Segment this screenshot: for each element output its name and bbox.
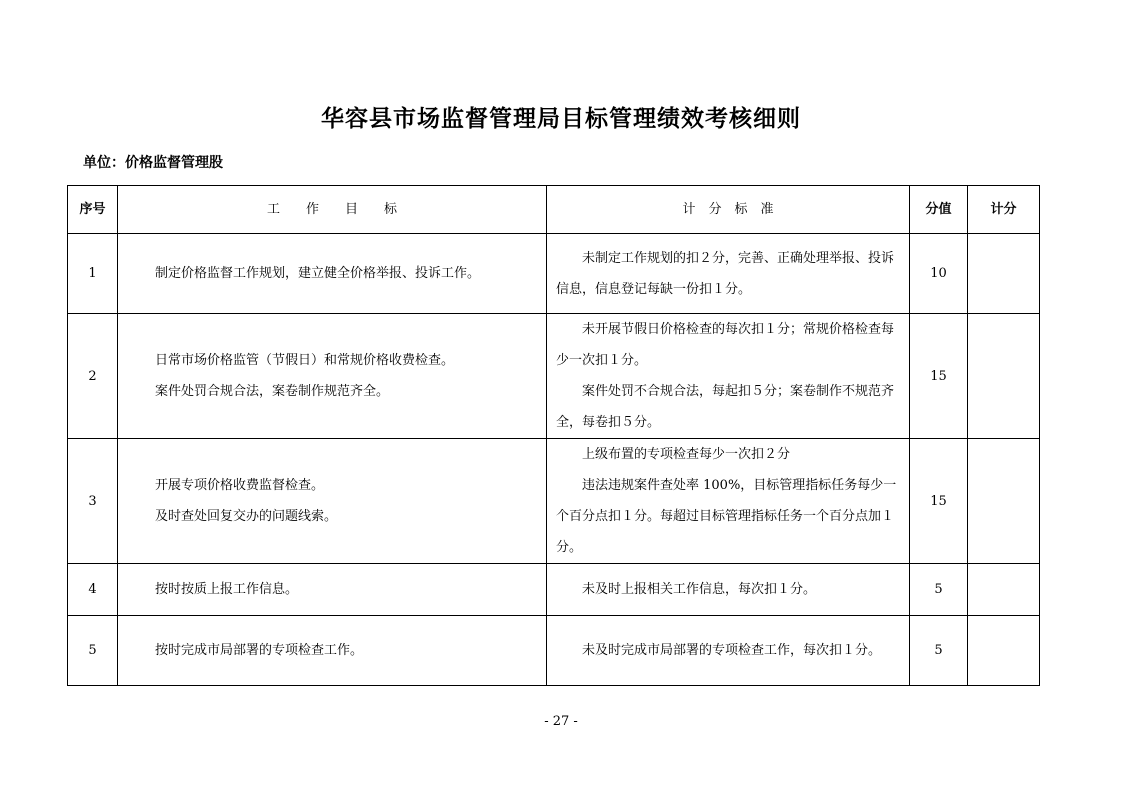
criteria-text: 违法违规案件查处率 100%，目标管理指标任务每少一个百分点扣１分。每超过目标管理指标任务一个百分点加１分。 xyxy=(556,478,897,555)
value-cell: 5 xyxy=(910,616,968,686)
criteria-cell xyxy=(547,314,910,439)
goal-cell xyxy=(118,564,547,616)
goal-text: 案件处罚合规合法，案卷制作规范齐全。 xyxy=(155,384,390,399)
criteria-cell xyxy=(547,616,910,686)
row-number: 1 xyxy=(68,234,118,314)
value-cell: 10 xyxy=(910,234,968,314)
criteria-text: 案件处罚不合规合法，每起扣５分；案卷制作不规范齐全，每卷扣５分。 xyxy=(556,384,895,430)
goal-text: 日常市场价格监管（节假日）和常规价格收费检查。 xyxy=(155,353,455,368)
table-row xyxy=(68,234,1040,314)
criteria-cell xyxy=(547,234,910,314)
score-cell[interactable] xyxy=(968,234,1040,314)
score-cell[interactable] xyxy=(968,314,1040,439)
header-goal: 工 作 目 标 xyxy=(118,186,547,234)
unit-label: 单位：价格监督管理股 xyxy=(83,155,223,171)
score-cell[interactable] xyxy=(968,616,1040,686)
table-row xyxy=(68,616,1040,686)
goal-cell xyxy=(118,439,547,564)
row-number: 5 xyxy=(68,616,118,686)
header-score: 计分 xyxy=(968,186,1040,234)
goal-cell xyxy=(118,234,547,314)
row-number: 3 xyxy=(68,439,118,564)
table-row xyxy=(68,439,1040,564)
table-row xyxy=(68,314,1040,439)
goal-cell xyxy=(118,616,547,686)
value-cell: 15 xyxy=(910,439,968,564)
row-number: 2 xyxy=(68,314,118,439)
goal-cell xyxy=(118,314,547,439)
assessment-table xyxy=(67,185,1040,686)
value-cell: 5 xyxy=(910,564,968,616)
goal-text: 按时完成市局部署的专项检查工作。 xyxy=(155,643,364,658)
row-number: 4 xyxy=(68,564,118,616)
goal-text: 及时查处回复交办的问题线索。 xyxy=(155,509,338,524)
score-cell[interactable] xyxy=(968,564,1040,616)
header-no: 序号 xyxy=(68,186,118,234)
criteria-text: 未制定工作规划的扣２分，完善、正确处理举报、投诉信息，信息登记每缺一份扣１分。 xyxy=(556,250,895,297)
goal-text: 制定价格监督工作规划，建立健全价格举报、投诉工作。 xyxy=(155,266,481,281)
criteria-text: 未及时上报相关工作信息，每次扣１分。 xyxy=(582,582,817,597)
goal-text: 按时按质上报工作信息。 xyxy=(155,582,299,597)
header-criteria: 计 分 标 准 xyxy=(547,186,910,234)
criteria-text: 未及时完成市局部署的专项检查工作，每次扣１分。 xyxy=(582,643,882,658)
value-cell: 15 xyxy=(910,314,968,439)
table-header-row xyxy=(68,186,1040,234)
page-number: - 27 - xyxy=(544,714,578,729)
criteria-cell xyxy=(547,439,910,564)
goal-text: 开展专项价格收费监督检查。 xyxy=(155,478,325,493)
criteria-cell xyxy=(547,564,910,616)
score-cell[interactable] xyxy=(968,439,1040,564)
criteria-text: 上级布置的专项检查每少一次扣２分 xyxy=(582,447,791,462)
header-value: 分值 xyxy=(910,186,968,234)
criteria-text: 未开展节假日价格检查的每次扣１分；常规价格检查每少一次扣１分。 xyxy=(556,322,895,368)
document-title: 华容县市场监督管理局目标管理绩效考核细则 xyxy=(321,106,801,132)
table-row xyxy=(68,564,1040,616)
